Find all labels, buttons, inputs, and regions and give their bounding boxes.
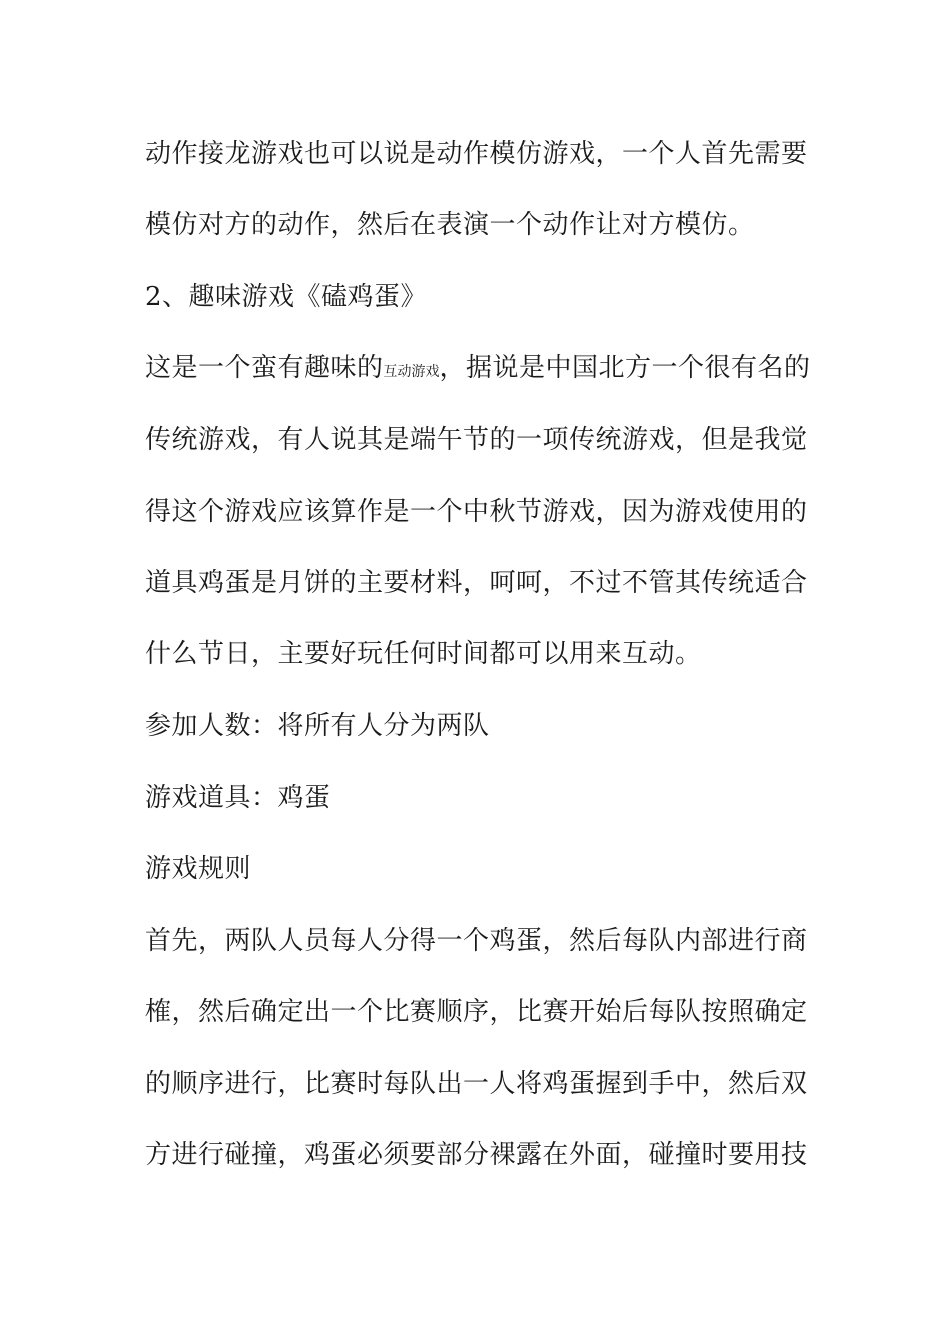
rules-heading: 游戏规则	[145, 854, 252, 884]
description-line-5: 什么节日，主要好玩任何时间都可以用来互动。	[145, 639, 702, 669]
intro-line-1: 动作接龙游戏也可以说是动作模仿游戏，一个人首先需要	[145, 139, 808, 169]
description-line-2: 传统游戏，有人说其是端午节的一项传统游戏，但是我觉	[145, 425, 808, 455]
participants-line: 参加人数：将所有人分为两队	[145, 711, 490, 741]
description-line-1-end: ，据说是中国北方一个很有名的	[439, 353, 811, 383]
rules-line-4: 方进行碰撞，鸡蛋必须要部分裸露在外面，碰撞时要用技	[145, 1140, 808, 1170]
section-heading: 2、趣味游戏《磕鸡蛋》	[145, 282, 428, 312]
description-line-1	[145, 350, 811, 390]
props-line: 游戏道具：鸡蛋	[145, 783, 331, 813]
description-inline-small-text: 互动游戏	[383, 364, 440, 380]
rules-line-2: 榷，然后确定出一个比赛顺序，比赛开始后每队按照确定	[145, 997, 808, 1027]
description-line-3: 得这个游戏应该算作是一个中秋节游戏，因为游戏使用的	[145, 497, 808, 527]
description-line-1-start: 这是一个蛮有趣味的	[145, 353, 384, 383]
description-line-4: 道具鸡蛋是月饼的主要材料，呵呵，不过不管其传统适合	[145, 568, 808, 598]
rules-line-1: 首先，两队人员每人分得一个鸡蛋，然后每队内部进行商	[145, 926, 808, 956]
rules-line-3: 的顺序进行，比赛时每队出一人将鸡蛋握到手中，然后双	[145, 1069, 808, 1099]
intro-line-2: 模仿对方的动作，然后在表演一个动作让对方模仿。	[145, 210, 755, 240]
